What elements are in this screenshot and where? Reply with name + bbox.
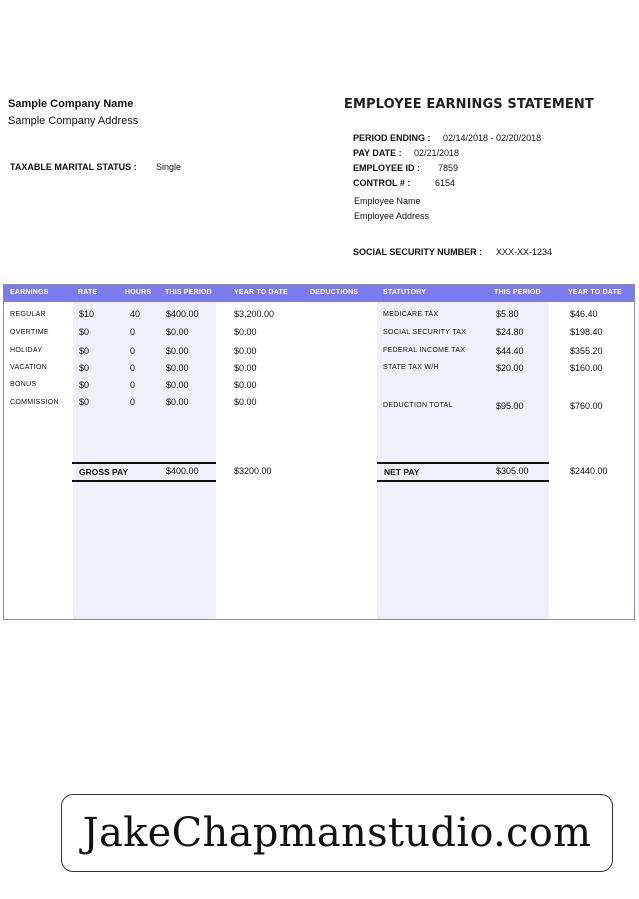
earning-name: BONUS (10, 381, 37, 388)
statutory-name: MEDICARE TAX (383, 311, 439, 318)
earning-ytd: $0.00 (234, 363, 257, 373)
earning-hours: 0 (130, 346, 136, 356)
statutory-name: STATE TAX W/H (383, 364, 439, 371)
earning-ytd: $0.00 (234, 346, 257, 356)
earning-hours: 0 (130, 380, 136, 390)
earning-hours: 0 (130, 363, 136, 373)
header-statutory: STATUTORY (383, 289, 427, 296)
statutory-ytd: $198.40 (570, 327, 603, 337)
control-number-label: CONTROL # : (353, 178, 411, 188)
net-pay-label: NET PAY (384, 467, 420, 477)
net-pay-ytd: $2440.00 (570, 466, 608, 476)
earning-this-period: $400.00 (166, 309, 199, 319)
control-number-value: 6154 (435, 178, 456, 188)
company-address: Sample Company Address (8, 115, 139, 127)
statutory-this-period: $20.00 (496, 363, 524, 373)
pay-date-value: 02/21/2018 (414, 148, 460, 158)
earnings-shaded-column (73, 302, 216, 619)
earning-name: OVERTIME (10, 329, 49, 336)
net-pay-bottom-rule (377, 480, 549, 482)
earning-rate: $0 (79, 327, 90, 337)
employee-id-value: 7859 (438, 163, 459, 173)
earning-name: HOLIDAY (10, 347, 43, 354)
employee-address: Employee Address (354, 211, 430, 221)
earnings-table (3, 284, 635, 620)
gross-pay-top-rule (72, 462, 216, 464)
employee-id-label: EMPLOYEE ID : (353, 163, 421, 173)
net-pay-this-period: $305.00 (496, 466, 529, 476)
statutory-ytd: $355.20 (570, 346, 603, 356)
header-stat-this-period: THIS PERIOD (494, 289, 541, 296)
header-stat-year-to-date: YEAR TO DATE (568, 289, 622, 296)
header-deductions: DEDUCTIONS (310, 289, 359, 296)
period-ending-value: 02/14/2018 - 02/20/2018 (443, 133, 542, 143)
ssn-value: XXX-XX-1234 (496, 247, 553, 257)
marital-status-value: Single (156, 162, 182, 172)
ssn-label: SOCIAL SECURITY NUMBER : (353, 247, 483, 257)
earning-rate: $0 (79, 363, 90, 373)
gross-pay-ytd: $3200.00 (234, 466, 272, 476)
period-ending-label: PERIOD ENDING : (353, 133, 431, 143)
gross-pay-this-period: $400.00 (166, 466, 199, 476)
earning-ytd: $3,200.00 (234, 309, 275, 319)
earning-name: REGULAR (10, 311, 46, 318)
statutory-this-period: $44.40 (496, 346, 524, 356)
earning-rate: $0 (79, 346, 90, 356)
earning-hours: 40 (130, 309, 141, 319)
table-header (4, 285, 634, 302)
statutory-name: SOCIAL SECURITY TAX (383, 329, 467, 336)
header-earnings: EARNINGS (10, 289, 49, 296)
gross-pay-bottom-rule (72, 480, 216, 482)
deduction-total-this-period: $95.00 (496, 401, 524, 411)
deduction-total-ytd: $760.00 (570, 401, 603, 411)
earning-this-period: $0.00 (166, 327, 189, 337)
header-year-to-date: YEAR TO DATE (234, 289, 288, 296)
gross-pay-label: GROSS PAY (79, 467, 129, 477)
earning-ytd: $0.00 (234, 397, 257, 407)
earning-ytd: $0.00 (234, 327, 257, 337)
watermark-box (61, 794, 613, 872)
earning-name: VACATION (10, 364, 48, 371)
company-name: Sample Company Name (8, 98, 134, 110)
statutory-ytd: $160.00 (570, 363, 603, 373)
employee-name: Employee Name (354, 196, 421, 206)
earning-rate: $10 (79, 309, 95, 319)
earning-name: COMMISSION (10, 399, 59, 406)
earning-this-period: $0.00 (166, 380, 189, 390)
header-hours: HOURS (125, 289, 152, 296)
earning-this-period: $0.00 (166, 346, 189, 356)
net-pay-top-rule (377, 462, 549, 464)
deduction-total-label: DEDUCTION TOTAL (383, 402, 453, 409)
header-rate: RATE (78, 289, 98, 296)
statutory-ytd: $46.40 (570, 309, 598, 319)
statutory-this-period: $5.80 (496, 309, 519, 319)
pay-date-label: PAY DATE : (353, 148, 402, 158)
earning-rate: $0 (79, 380, 90, 390)
statement-title: EMPLOYEE EARNINGS STATEMENT (344, 97, 594, 112)
earning-hours: 0 (130, 397, 136, 407)
statutory-this-period: $24.80 (496, 327, 524, 337)
watermark-text: JakeChapmanstudio.com (82, 810, 592, 856)
statutory-name: FEDERAL INCOME TAX (383, 347, 466, 354)
earning-this-period: $0.00 (166, 363, 189, 373)
marital-status-label: TAXABLE MARITAL STATUS : (10, 162, 137, 172)
earning-this-period: $0.00 (166, 397, 189, 407)
earning-hours: 0 (130, 327, 136, 337)
header-this-period: THIS PERIOD (165, 289, 212, 296)
earning-ytd: $0.00 (234, 380, 257, 390)
earning-rate: $0 (79, 397, 90, 407)
